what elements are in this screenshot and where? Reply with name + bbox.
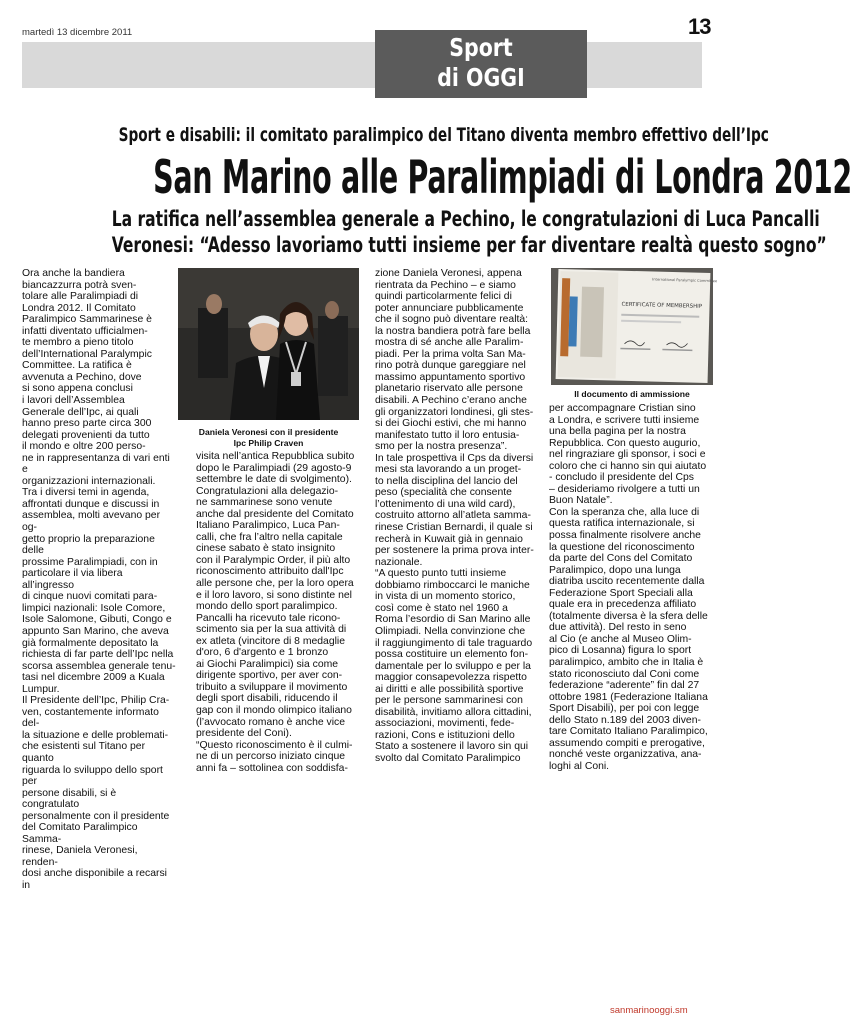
article-line: Olimpiadi. Nella convinzione che: [375, 625, 526, 637]
section-title-line1: Sport: [449, 33, 513, 62]
article-line: Buon Natale”.: [549, 495, 613, 507]
certificate-org: International Paralympic Committee: [652, 277, 718, 284]
article-line: biancazzurra potrà sven-: [22, 279, 137, 291]
article-line: pico di Losanna) figura lo sport: [549, 645, 692, 657]
article-line: Lumpur.: [22, 683, 60, 695]
article-line: ai Giochi Paralimpici) sia come: [196, 658, 339, 670]
article-line: ex atleta (vincitore di 8 medaglie: [196, 635, 346, 647]
certificate-title: CERTIFICATE OF MEMBERSHIP: [621, 301, 703, 310]
article-line: Paralimpico, dopo una lunga: [549, 564, 681, 576]
photo-caption: [178, 427, 359, 449]
article-line: poter annunciare pubblicamente: [375, 302, 524, 314]
article-line: anche dal presidente del Comitato: [196, 508, 354, 520]
article-line: quindi particolarmente felici di: [375, 291, 512, 303]
article-line: affrontati dunque e discussi in: [22, 498, 160, 510]
header-band: [22, 42, 702, 88]
article-line: Italiano Paralimpico, Luca Pan-: [196, 520, 340, 532]
article-line: infatti diventato ufficialmen-: [22, 325, 148, 337]
article-line: ai diritti e alle possibilità sportive: [375, 683, 524, 695]
article-line: rinese, Daniela Veronesi, renden-: [22, 845, 138, 868]
article-line: limpici nazionali: Isole Comore,: [22, 602, 166, 614]
article-column-4: [549, 403, 715, 773]
article-line: disabilità, invitiamo allora cittadini,: [375, 706, 532, 718]
article-line: questa ratifica internazionale, si: [549, 518, 695, 530]
article-line: Paralimpico Sammarinese è: [22, 314, 152, 326]
article-line: loghi al Coni.: [549, 760, 610, 772]
article-line: In tale prospettiva il Cps da diversi: [375, 452, 534, 464]
article-line: to nella disciplina del lancio del: [375, 475, 518, 487]
article-line: gap con il mondo olimpico italiano: [196, 705, 352, 717]
article-line: d'oro, 6 d'argento e 1 bronzo: [196, 647, 329, 659]
article-line: stato riconosciuto dal Coni come: [549, 668, 700, 680]
article-line: manifestato tutto il loro entusia-: [375, 429, 520, 441]
article-line: Repubblica. Con questo augurio,: [549, 437, 701, 449]
article-column-1: [22, 268, 176, 892]
certificate-caption: Il documento di ammissione: [574, 389, 690, 399]
article-line: mesi sta lavorando a un proget-: [375, 464, 522, 476]
article-line: riconoscimento attribuito dall'Ipc: [196, 566, 344, 578]
article-line: Tra i diversi temi in agenda,: [22, 487, 150, 499]
article-line: si dei Giochi estivi, che mi hanno: [375, 418, 527, 430]
article-line: scimento sia per la sua attività di: [196, 624, 347, 636]
article-line: tare Comitato Italiano Paralimpico,: [549, 726, 708, 738]
article-line: rinese Cristian Bernardi, il quale si: [375, 522, 533, 534]
article-line: Ora anche la bandiera: [22, 268, 125, 279]
article-line: massimo appuntamento sportivo: [375, 371, 526, 383]
article-line: federazione “aderente” fin dal 27: [549, 680, 700, 692]
article-line: già formalmente depositato la: [22, 637, 159, 649]
article-line: che il sogno può diventare realtà:: [375, 314, 529, 326]
certificate-photo: [551, 268, 718, 385]
article-line: rino potrà dunque gareggiare nel: [375, 360, 526, 372]
article-line: la nostra bandiera potrà fare bella: [375, 325, 531, 337]
site-link[interactable]: sanmarinooggi.sm: [610, 1005, 688, 1016]
article-line: te membro a pieno titolo: [22, 337, 134, 349]
article-line: Committee. La ratifica è: [22, 360, 132, 372]
article-line: zione Daniela Veronesi, appena: [375, 268, 522, 279]
article-line: delegati provenienti da tutto: [22, 429, 150, 441]
issue-date: martedì 13 dicembre 2011: [22, 27, 133, 38]
article-line: Congratulazioni alla delegazio-: [196, 485, 339, 497]
article-line: cinese sabato è stato insignito: [196, 543, 336, 555]
article-line: coloro che ci hanno sin qui aiutato: [549, 460, 707, 472]
article-line: Roma l’esordio di San Marino alle: [375, 614, 531, 626]
article-subhead-line1: La ratifica nell’assemblea generale a Pechino, le congratulazioni di Luca Pancalli: [111, 207, 820, 231]
article-line: mostra di sé anche alle Paralim-: [375, 337, 524, 349]
article-line: prossime Paralimpiadi, con in: [22, 556, 158, 568]
article-line: tribuito a sviluppare il movimento: [196, 681, 348, 693]
article-line: settembre le date di svolgimento).: [196, 474, 352, 486]
article-line: mondo dello sport paralimpico.: [196, 601, 338, 613]
article-line: assumendo compiti e prerogative,: [549, 737, 705, 749]
article-line: (totalmente diversa è la sfera delle: [549, 610, 708, 622]
article-line: anni fa – sottolinea con soddisfa-: [196, 762, 348, 774]
article-line: ven, costantemente informato del-: [22, 706, 159, 730]
article-line: richiesta di far parte dell’Ipc nella: [22, 649, 174, 661]
article-line: - concludo il presidente del Cps: [549, 472, 694, 484]
article-line: il mondo e oltre 200 perso-: [22, 441, 146, 453]
article-line: nel ringraziare gli sponsor, i soci e: [549, 449, 706, 461]
article-line: ne sammarinese sono venute: [196, 497, 333, 509]
article-line: Stato a sostenere il lavoro sin qui: [375, 741, 529, 753]
article-line: associazioni, movimenti, fede-: [375, 718, 515, 730]
article-line: di cinque nuovi comitati para-: [22, 591, 158, 603]
article-line: ottobre 1981 (Federazione Italiana: [549, 691, 708, 703]
section-title-line2: di OGGI: [437, 63, 525, 92]
article-line: Londra 2012. Il Comitato: [22, 302, 136, 314]
article-line: – desideriamo rivolgere a tutti un: [549, 483, 700, 495]
article-line: maggior consapevolezza rispetto: [375, 672, 527, 684]
article-line: svolto dal Comitato Paralimpico: [375, 752, 521, 764]
article-line: “A questo punto tutti insieme: [375, 568, 507, 580]
article-line: getto proprio la preparazione delle: [22, 533, 155, 557]
article-line: scorsa assemblea generale tenu-: [22, 660, 176, 672]
article-line: tasi nel dicembre 2009 a Kuala: [22, 672, 165, 684]
article-line: riguarda lo sviluppo dello sport per: [22, 764, 163, 788]
article-line: “Questo riconoscimento è il culmi-: [196, 739, 353, 751]
article-line: calli, che fra l’altro nella capitale: [196, 531, 343, 543]
article-line: costruito attorno all’atleta samma-: [375, 510, 531, 522]
article-column-3: [375, 268, 547, 765]
article-line: persone disabili, si è congratulato: [22, 787, 117, 811]
article-line: planetario riservato alle persone: [375, 383, 523, 395]
photo-veronesi-craven: [178, 268, 359, 420]
article-line: Federazione Sport Speciali alla: [549, 587, 693, 599]
article-line: ne di un percorso iniziato cinque: [196, 751, 346, 763]
article-line: gli organizzatori londinesi, gli stes-: [375, 406, 534, 418]
article-line: dobbiamo rimboccarci le maniche: [375, 579, 530, 591]
article-line: nazionale.: [375, 556, 423, 568]
article-line: rientrata da Pechino – e siamo: [375, 279, 516, 291]
article-line: così come è stato nel 1960 a: [375, 602, 508, 614]
article-line: dopo le Paralimpiadi (29 agosto-9: [196, 462, 352, 474]
article-line: ne in rappresentanza di vari enti e: [22, 452, 170, 476]
article-line: disabili. A Pechino c’erano anche: [375, 395, 527, 407]
article-line: Isole Salomone, Gibuti, Congo e: [22, 614, 172, 626]
article-line: e il loro lavoro, si sono distinte nel: [196, 589, 352, 601]
article-line: al Cio (e anche al Museo Olim-: [549, 633, 692, 645]
article-line: da parte del Cons del Comitato: [549, 553, 693, 565]
photo-image: [178, 268, 359, 420]
article-line: dell’International Paralympic: [22, 348, 152, 360]
article-line: con il Paralympic Order, il più alto: [196, 554, 351, 566]
article-line: (l’avvocato romano è anche vice: [196, 716, 346, 728]
article-line: Con la speranza che, alla luce di: [549, 506, 700, 518]
article-line: Generale dell’Ipc, ai quali: [22, 406, 139, 418]
article-line: dosi anche disponibile a recarsi in: [22, 868, 167, 891]
article-line: una bella pagina per la nostra: [549, 426, 686, 438]
article-line: piadi. Per la prima volta San Ma-: [375, 348, 526, 360]
article-column-2: [196, 451, 362, 774]
article-line: diatriba uscito recentemente dalla: [549, 576, 705, 588]
article-line: razioni, Cons e istituzioni dello: [375, 729, 515, 741]
article-line: personalmente con il presidente: [22, 810, 170, 822]
article-line: paralimpico, ambito che in Italia è: [549, 657, 704, 669]
article-line: per le persone sammarinesi con: [375, 695, 523, 707]
photo-caption-line1: Daniela Veronesi con il presidente: [198, 427, 339, 437]
certificate-image: [551, 268, 718, 385]
article-line: possa costituire un elemento fon-: [375, 649, 529, 661]
section-title: [394, 30, 568, 101]
article-line: l’ottenimento di una wild card),: [375, 498, 516, 510]
page-number: 13: [688, 14, 711, 39]
article-line: i lavori dell’Assemblea: [22, 395, 125, 407]
article-line: smo per la nostra presenza”.: [375, 441, 508, 453]
article-line: alle persone che, per la loro opera: [196, 578, 354, 590]
article-line: del Comitato Paralimpico Samma-: [22, 822, 138, 845]
article-line: assemblea, molti avevano per og-: [22, 510, 161, 534]
article-headline: San Marino alle Paralimpiadi di Londra 2012: [153, 150, 852, 204]
article-line: degli sport disabili, riducendo il: [196, 693, 338, 705]
article-line: peso (specialità che consente: [375, 487, 512, 499]
article-subhead-line2: Veronesi: “Adesso lavoriamo tutti insieme per far diventare realtà questo sogno”: [111, 233, 827, 257]
article-line: possa finalmente risolvere anche: [549, 530, 701, 542]
article-line: presidente del Coni).: [196, 728, 292, 740]
article-line: a Londra, e scrivere tutti insieme: [549, 414, 700, 426]
article-line: Pancalli ha ricevuto tale ricono-: [196, 612, 341, 624]
article-line: quale era in precedenza affiliato: [549, 599, 697, 611]
article-line: appunto San Marino, che aveva: [22, 625, 169, 637]
article-line: particolare il via libera all’ingresso: [22, 568, 123, 591]
article-line: due attività). Del resto in seno: [549, 622, 687, 634]
article-line: per sostenere la prima prova inter-: [375, 545, 534, 557]
article-line: nonché veste organizzativa, ana-: [549, 749, 702, 761]
article-line: dello Stato n.189 del 2003 diven-: [549, 714, 701, 726]
article-kicker: Sport e disabili: il comitato paralimpico del Titano diventa membro effettivo dell’Ipc: [118, 124, 769, 146]
article-line: Il Presidente dell’Ipc, Philip Cra-: [22, 695, 170, 707]
article-line: damentale per lo sviluppo e per la: [375, 660, 531, 672]
article-line: si sono appena conclusi: [22, 383, 133, 395]
article-line: che esistenti sul Titano per quanto: [22, 741, 146, 764]
article-line: hanno preso parte circa 300: [22, 418, 152, 430]
article-line: la situazione e delle problemati-: [22, 729, 169, 741]
article-line: il raggiungimento di tale traguardo: [375, 637, 533, 649]
article-line: in vista di un momento storico,: [375, 591, 516, 603]
article-line: la questione del riconoscimento: [549, 541, 695, 553]
photo-caption-line2: Ipc Philip Craven: [233, 438, 304, 448]
article-line: visita nell’antica Repubblica subito: [196, 451, 355, 462]
article-line: dirigente sportivo, per aver con-: [196, 670, 343, 682]
article-line: tolare alle Paralimpiadi di: [22, 291, 139, 303]
article-line: organizzazioni internazionali.: [22, 475, 156, 487]
article-line: recherà in Kuwait già in gennaio: [375, 533, 523, 545]
article-line: Sport Disabili), per poi con legge: [549, 703, 700, 715]
article-line: avvenuta a Pechino, dove: [22, 371, 142, 383]
article-line: per accompagnare Cristian sino: [549, 403, 696, 414]
